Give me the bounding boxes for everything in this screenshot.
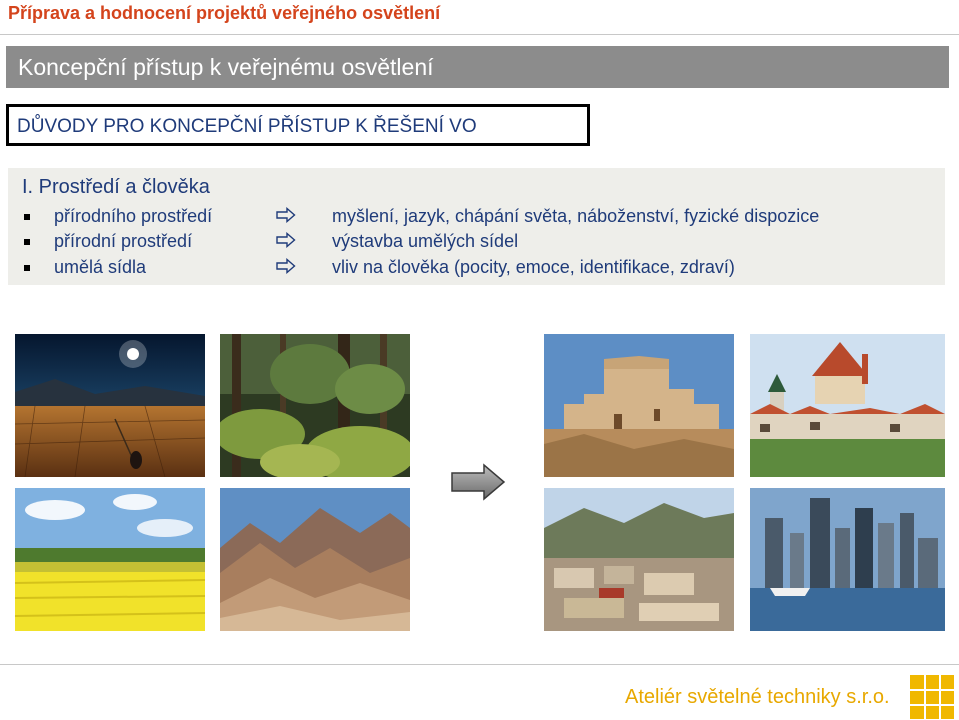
footer-divider <box>0 664 959 665</box>
row-cause: umělá sídla <box>54 257 147 277</box>
footer-company: Ateliér světelné techniky s.r.o. <box>625 686 890 708</box>
reasons-box <box>6 104 590 146</box>
skyline-photo <box>750 488 945 631</box>
mountain-village-photo <box>544 488 734 631</box>
row-cause: přírodního prostředí <box>54 206 213 226</box>
banner-title: Koncepční přístup k veřejnému osvětlení <box>18 54 434 80</box>
environment-heading: I. Prostředí a člověka <box>22 176 210 198</box>
square-bullet-icon <box>24 214 30 220</box>
environment-panel <box>8 168 945 285</box>
desert-night-photo <box>15 334 205 477</box>
hilltop-town-photo <box>750 334 945 477</box>
forest-photo <box>220 334 410 477</box>
outline-arrow-right-icon <box>276 232 296 248</box>
reasons-title: DŮVODY PRO KONCEPČNÍ PŘÍSTUP K ŘEŠENÍ VO <box>17 116 477 137</box>
mountains-photo <box>220 488 410 631</box>
row-cause: přírodní prostředí <box>54 231 193 251</box>
environment-row <box>8 231 945 257</box>
row-effect: vliv na člověka (pocity, emoce, identifikace, zdraví) <box>332 257 735 277</box>
outline-arrow-right-icon <box>276 207 296 223</box>
section-banner <box>6 46 949 88</box>
square-bullet-icon <box>24 239 30 245</box>
row-effect: myšlení, jazyk, chápání světa, náboženství, fyzické dispozice <box>332 206 820 226</box>
transition-arrow-icon <box>450 463 506 501</box>
page-header-title: Příprava a hodnocení projektů veřejného osvětlení <box>8 3 441 23</box>
square-bullet-icon <box>24 265 30 271</box>
company-logo-icon <box>910 675 954 719</box>
environment-row <box>8 257 945 283</box>
outline-arrow-right-icon <box>276 258 296 274</box>
environment-row <box>8 206 945 232</box>
header-divider <box>0 34 959 35</box>
fortress-photo <box>544 334 734 477</box>
rapeseed-field-photo <box>15 488 205 631</box>
row-effect: výstavba umělých sídel <box>332 231 519 251</box>
